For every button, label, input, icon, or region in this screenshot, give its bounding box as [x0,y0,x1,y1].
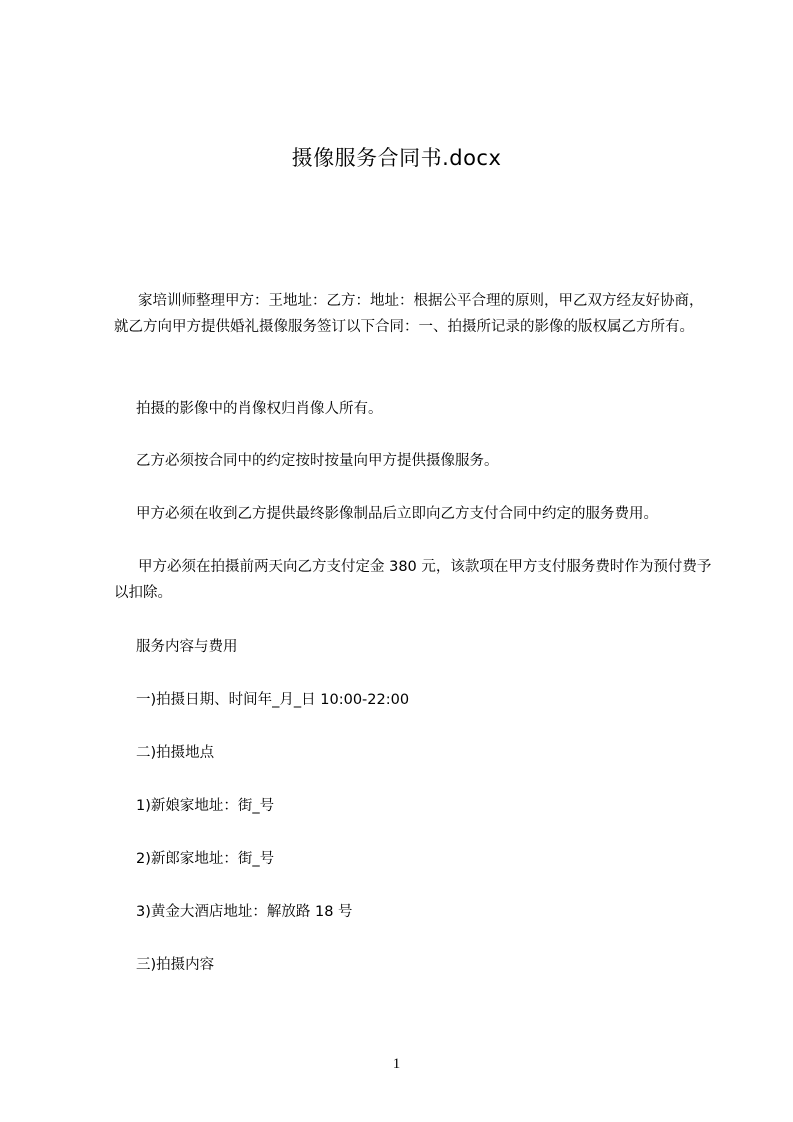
paragraph-groom-address: 2)新郎家地址：街_号 [136,851,275,867]
paragraph-hotel-address: 3)黄金大酒店地址：解放路 18 号 [136,904,353,920]
paragraph-service-content-heading: 服务内容与费用 [136,639,238,655]
paragraph-bride-address: 1)新娘家地址：街_号 [136,798,275,814]
paragraph-shoot-date: 一)拍摄日期、时间年_月_日 10:00-22:00 [136,692,410,708]
paragraph-shoot-location-heading: 二)拍摄地点 [136,745,215,761]
paragraph-shoot-content-heading: 三)拍摄内容 [136,957,215,973]
paragraph-deposit: 甲方必须在拍摄前两天向乙方支付定金 380 元，该款项在甲方支付服务费时作为预付费予以扣除。 [114,559,712,601]
paragraph-service-obligation: 乙方必须按合同中的约定按时按量向甲方提供摄像服务。 [136,453,499,469]
document-title: 摄像服务合同书.docx [291,146,502,170]
paragraph-intro: 家培训师整理甲方：王地址：乙方：地址：根据公平合理的原则，甲乙双方经友好协商，就乙方向甲方提供婚礼摄像服务签订以下合同：一、拍摄所记录的影像的版权属乙方所有。 [114,293,704,335]
page-number: 1 [392,1056,401,1072]
paragraph-payment-obligation: 甲方必须在收到乙方提供最终影像制品后立即向乙方支付合同中约定的服务费用。 [136,506,658,522]
paragraph-portrait-rights: 拍摄的影像中的肖像权归肖像人所有。 [136,401,383,417]
